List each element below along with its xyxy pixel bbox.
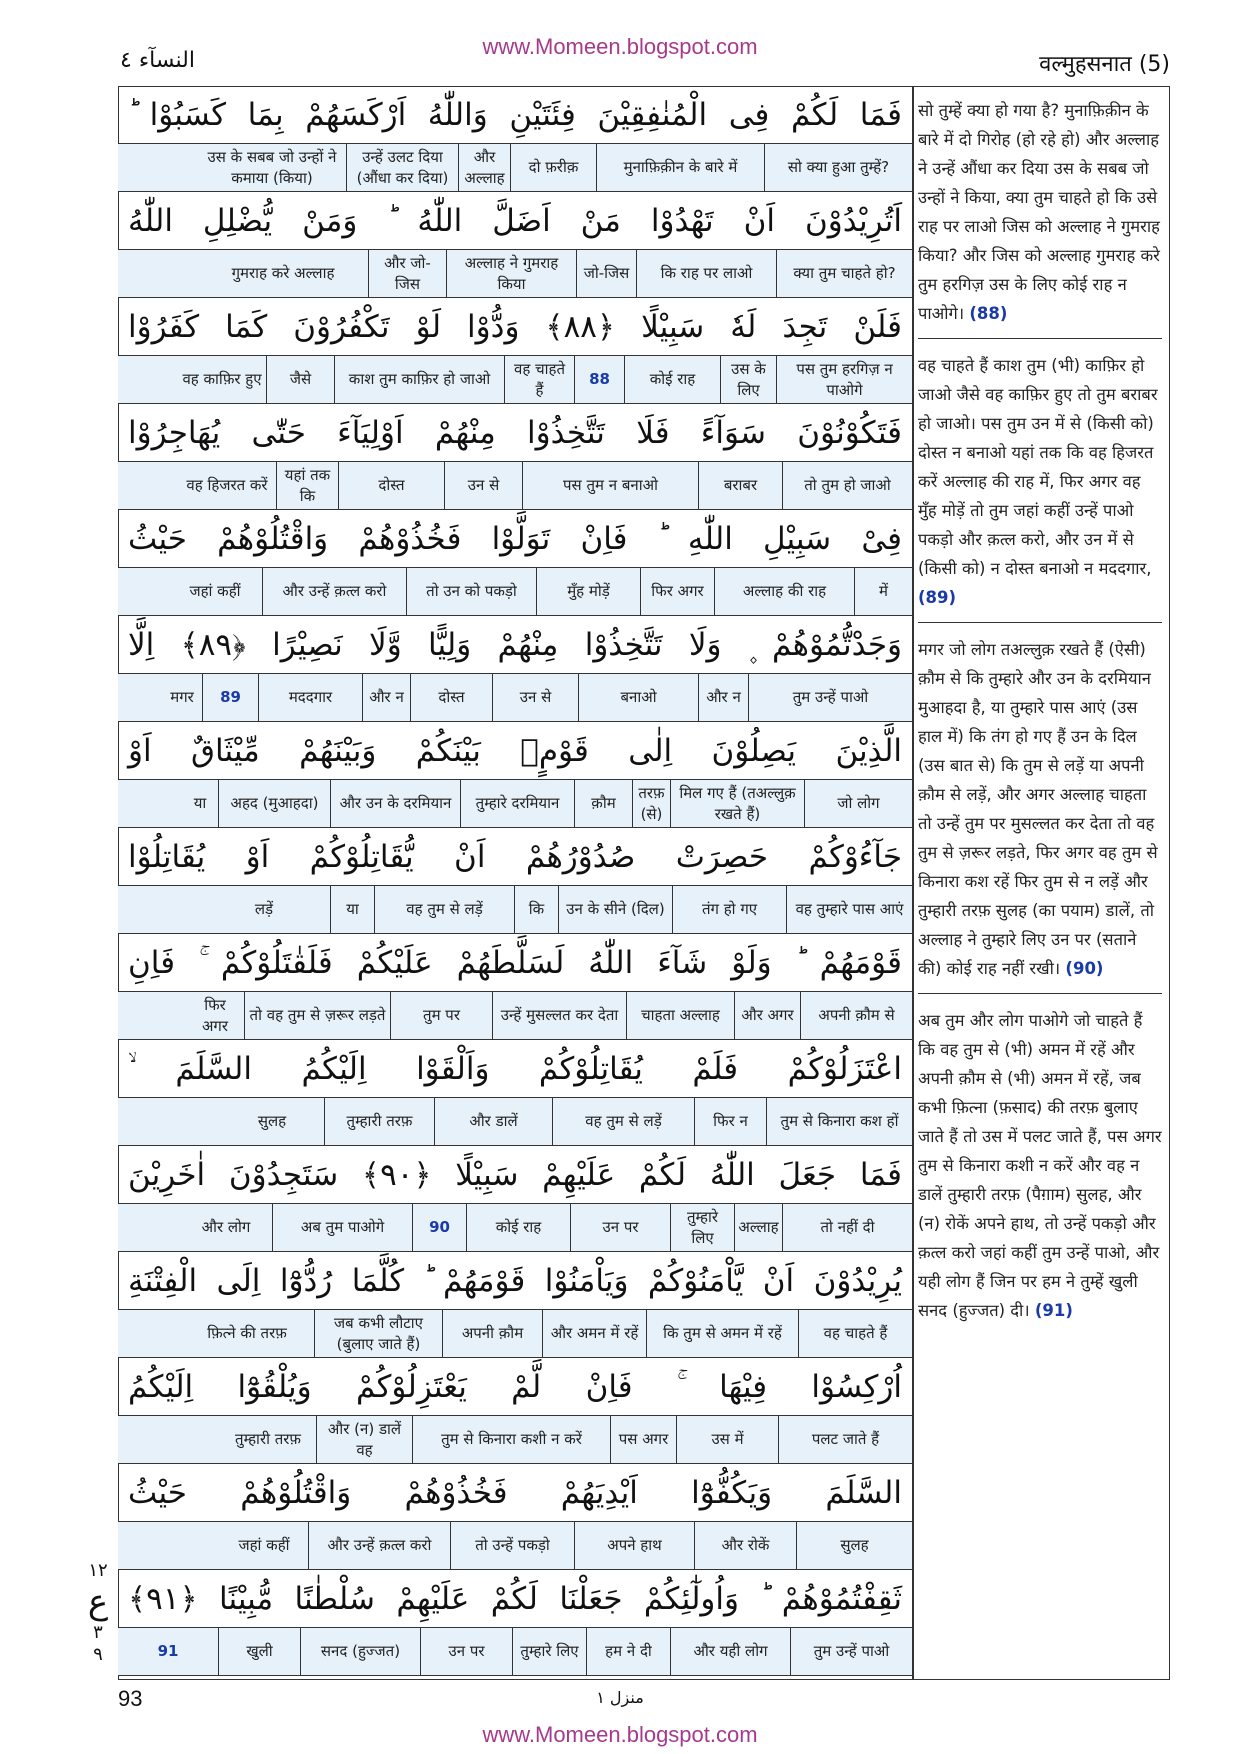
word-meaning-cell: और उन्हें क़त्ल करो — [262, 568, 406, 615]
word-meaning-cell: तुम्हारे दरमियान — [460, 780, 574, 827]
word-meaning-cell: फ़ित्ने की तरफ़ — [207, 1324, 287, 1343]
word-meaning-cell: फिर अगर — [640, 568, 714, 615]
word-meaning-cell: जैसे — [266, 356, 334, 403]
translation-text: वह चाहते हैं काश तुम (भी) काफ़िर हो जाओ जैसे वह काफ़िर हुए तो तुम बराबर हो जाओ। पस तुम उन में से (किसी को) दोस्त न बनाओ यहां तक कि वह हिजरत करें अल्लाह की राह में, फिर अगर वह मुँह मोड़ें तो तुम जहां कहीं उन्हें पाओ पकड़ो और क़त्ल करो, और उन में से (किसी को) न दोस्त बनाओ न मददगार, — [918, 356, 1158, 578]
surah-name: النسآء ٤ — [120, 48, 195, 73]
verse-block — [118, 1040, 912, 1146]
word-meaning-cell: पस अगर — [610, 1416, 676, 1463]
word-meaning-cell: और अमन में रहें — [542, 1310, 646, 1357]
translation-paragraph — [918, 635, 1162, 994]
word-translation-row — [118, 568, 912, 616]
word-meaning-cell: बनाओ — [578, 674, 698, 721]
page-number: 93 — [118, 1686, 143, 1711]
word-translation-row — [118, 1522, 912, 1570]
word-meaning-cell: पस तुम न बनाओ — [522, 462, 698, 509]
word-meaning-cell: अपनी क़ौम — [442, 1310, 542, 1357]
word-meaning-cell: कोई राह — [466, 1204, 570, 1251]
word-meaning-cell: उस में — [676, 1416, 778, 1463]
word-meaning-cell: चाहता अल्लाह — [626, 992, 734, 1039]
word-meaning-cell: काश तुम काफ़िर हो जाओ — [334, 356, 504, 403]
arabic-line: فِىْ سَبِيْلِ اللّٰهِ ؕ فَاِنْ تَوَلَّوْا فَخُذُوْهُمْ وَاقْتُلُوْهُمْ حَيْثُ — [118, 510, 912, 568]
word-meaning-cell: सनद (हुज्जत) — [300, 1628, 420, 1675]
arabic-line: قَوْمَهُمْ ؕ وَلَوْ شَآءَ اللّٰهُ لَسَلَّطَهُمْ عَلَيْكُمْ فَلَقٰتَلُوْكُمْ ۚ فَاِنِ — [118, 934, 912, 992]
word-meaning-cell: पलट जाते हैं — [778, 1416, 912, 1463]
word-meaning-cell: और (न) डालें वह — [316, 1416, 412, 1463]
arabic-line: فَمَا جَعَلَ اللّٰهُ لَكُمْ عَلَيْهِمْ سَبِيْلًا ﴿٩٠﴾ سَتَجِدُوْنَ اٰخَرِيْنَ — [118, 1146, 912, 1204]
word-translation-row — [118, 144, 912, 192]
word-meaning-cell: दोस्त — [410, 674, 492, 721]
word-translation-row — [118, 1628, 912, 1676]
word-meaning-cell: अल्लाह ने गुमराह किया — [446, 250, 576, 297]
word-meaning-cell: और उन के दरमियान — [330, 780, 460, 827]
word-meaning-cell: उन पर — [570, 1204, 670, 1251]
verse-number: (90) — [1065, 959, 1104, 978]
word-meaning-cell: जहां कहीं — [189, 582, 241, 601]
translation-text: सो तुम्हें क्या हो गया है? मुनाफ़िक़ीन के बारे में दो गिरोह (हो रहे हो) और अल्लाह ने उन्हें औंधा कर दिया उस के सबब जो उन्हों ने किया, क्या तुम चाहते हो कि उसे राह पर लाओ जिस को अल्लाह ने गुमराह किया? और जिस को अल्लाह गुमराह करे तुम हरगिज़ उस के लिए कोई राह न पाओगे। — [918, 101, 1160, 323]
word-meaning-cell: दोस्त — [338, 462, 444, 509]
word-meaning-cell: और अगर — [734, 992, 800, 1039]
word-meaning-cell: लड़ें — [254, 900, 274, 919]
word-meaning-cell: और डालें — [434, 1098, 552, 1145]
word-meaning-cell: तुम से किनारा कशी न करें — [412, 1416, 610, 1463]
arabic-line: اَتُرِيْدُوْنَ اَنْ تَهْدُوْا مَنْ اَضَلَّ اللّٰهُ ؕ وَمَنْ يُّضْلِلِ اللّٰهُ — [118, 192, 912, 250]
word-meaning-cell: उन्हें मुसल्लत कर देता — [492, 992, 626, 1039]
verse-number-cell: 89 — [202, 674, 258, 721]
manzil-label: منزل ١ — [596, 1688, 644, 1707]
verse-block — [118, 828, 912, 934]
translation-text: अब तुम और लोग पाओगे जो चाहते हैं कि वह तुम से (भी) अमन में रहें और अपनी क़ौम से (भी) अमन में रहें, जब कभी फ़ित्ना (फ़साद) की तरफ़ बुलाए जाते हैं तो उस में पलट जाते हैं, पस अगर तुम से किनारा कशी न करें और वह न डालें तुम्हारी तरफ़ (पैग़ाम) सुलह, और (न) रोकें अपने हाथ, तो उन्हें पकड़ो और क़त्ल करो जहां कहीं तुम उन्हें पाओ, और यही लोग हैं जिन पर हम ने तुम्हें खुली सनद (हुज्जत) दी। — [918, 1011, 1162, 1320]
word-translation-row — [118, 1204, 912, 1252]
word-meaning-cell: जो लोग — [804, 780, 912, 827]
word-meaning-cell: उन के सीने (दिल) — [558, 886, 672, 933]
verse-number-cell: 90 — [412, 1204, 466, 1251]
word-meaning-cell: तंग हो गए — [672, 886, 786, 933]
word-meaning-cell: तुम पर — [390, 992, 492, 1039]
word-meaning-cell: तो नहीं दी — [782, 1204, 912, 1251]
verse-block — [118, 934, 912, 1040]
word-meaning-cell: मुनाफ़िक़ीन के बारे में — [596, 144, 764, 191]
word-meaning-cell: क्या तुम चाहते हो? — [776, 250, 912, 297]
word-meaning-cell: मुँह मोड़ें — [536, 568, 640, 615]
rukoo-mark — [78, 1560, 118, 1666]
verse-block — [118, 404, 912, 510]
word-meaning-cell: वह तुम से लड़ें — [552, 1098, 694, 1145]
word-meaning-cell: दो फ़रीक़ — [510, 144, 596, 191]
word-translation-row — [118, 1098, 912, 1146]
translation-column — [918, 96, 1162, 1347]
verse-block — [118, 510, 912, 616]
word-meaning-cell: तुम उन्हें पाओ — [748, 674, 912, 721]
word-meaning-cell: अब तुम पाओगे — [272, 1204, 412, 1251]
arabic-line: فَلَنْ تَجِدَ لَهٗ سَبِيْلًا ﴿٨٨﴾ وَدُّوْا لَوْ تَكْفُرُوْنَ كَمَا كَفَرُوْا — [118, 298, 912, 356]
word-meaning-cell: सुलह — [796, 1522, 912, 1569]
arabic-line: وَجَدْتُّمُوْهُمْ ۪ وَلَا تَتَّخِذُوْا مِنْهُمْ وَلِيًّا وَّلَا نَصِيْرًا ﴿٨٩﴾ اِلَّا — [118, 616, 912, 674]
word-meaning-cell: अल्लाह — [734, 1204, 782, 1251]
word-meaning-cell: वह काफ़िर हुए — [182, 370, 262, 389]
word-meaning-cell: अल्लाह की राह — [714, 568, 854, 615]
word-meaning-cell: और रोकें — [694, 1522, 796, 1569]
site-url-top[interactable]: www.Momeen.blogspot.com — [482, 34, 758, 59]
word-meaning-cell: कि तुम से अमन में रहें — [646, 1310, 798, 1357]
word-meaning-cell: हम ने दी — [586, 1628, 670, 1675]
verse-number: (89) — [918, 588, 957, 607]
arabic-line: الَّذِيْنَ يَصِلُوْنَ اِلٰى قَوْمٍۭ بَيْنَكُمْ وَبَيْنَهُمْ مِّيْثَاقٌ اَوْ — [118, 722, 912, 780]
word-meaning-cell: तुम उन्हें पाओ — [790, 1628, 912, 1675]
translation-paragraph — [918, 351, 1162, 623]
word-meaning-cell: मिल गए हैं (तअल्लुक़ रखते हैं) — [670, 780, 804, 827]
word-meaning-cell: तुम से किनारा कश हों — [766, 1098, 912, 1145]
word-meaning-cell: अपने हाथ — [574, 1522, 694, 1569]
word-meaning-cell: और न — [698, 674, 748, 721]
site-url-bottom[interactable]: www.Momeen.blogspot.com — [482, 1722, 758, 1747]
rukoo-count: ١٢ — [88, 1560, 108, 1581]
word-meaning-cell: तो उन को पकड़ो — [406, 568, 536, 615]
word-meaning-cell: तुम्हारी तरफ़ — [324, 1098, 434, 1145]
word-meaning-cell: और उन्हें क़त्ल करो — [308, 1522, 450, 1569]
verse-number: (91) — [1034, 1301, 1073, 1320]
word-meaning-cell: बराबर — [698, 462, 782, 509]
word-meaning-cell: तो उन्हें पकड़ो — [450, 1522, 574, 1569]
word-meaning-cell: तरफ़ (से) — [632, 780, 670, 827]
word-translation-row — [118, 780, 912, 828]
verse-number: (88) — [969, 304, 1008, 323]
word-meaning-cell: मददगार — [258, 674, 362, 721]
word-meaning-cell: सो क्या हुआ तुम्हें? — [764, 144, 912, 191]
word-meaning-cell: तो वह तुम से ज़रूर लड़ते — [244, 992, 390, 1039]
word-meaning-cell: या — [193, 794, 207, 813]
verse-block — [118, 616, 912, 722]
verse-block — [118, 1358, 912, 1464]
arabic-line: ثَقِفْتُمُوْهُمْ ؕ وَاُولٰٓئِكُمْ جَعَلْنَا لَكُمْ عَلَيْهِمْ سُلْطٰنًا مُّبِيْنًا ﴿٩١﴾ — [118, 1570, 912, 1628]
arabic-line: فَتَكُوْنُوْنَ سَوَآءً فَلَا تَتَّخِذُوْا مِنْهُمْ اَوْلِيَآءَ حَتّٰى يُهَاجِرُوْا — [118, 404, 912, 462]
verse-block — [118, 298, 912, 404]
verse-block — [118, 722, 912, 828]
word-meaning-cell: उस के सबब जो उन्हों ने कमाया (किया) — [207, 148, 337, 187]
verse-number-cell: 88 — [574, 356, 624, 403]
word-meaning-cell: या — [330, 886, 374, 933]
translation-paragraph — [918, 1006, 1162, 1335]
word-meaning-cell: पस तुम हरगिज़ न पाओगे — [776, 356, 912, 403]
arabic-line: جَآءُوْكُمْ حَصِرَتْ صُدُوْرُهُمْ اَنْ يُّقَاتِلُوْكُمْ اَوْ يُقَاتِلُوْا — [118, 828, 912, 886]
word-meaning-cell: तुम्हारे लिए — [670, 1204, 734, 1251]
word-meaning-cell: उन से — [492, 674, 578, 721]
word-meaning-cell: और लोग — [201, 1218, 251, 1237]
translation-text: मगर जो लोग तअल्लुक़ रखते हैं (ऐसी) क़ौम से कि तुम्हारे और उन के दरमियान मुआहदा है, या तुम्हारे पास आएं (उस हाल में) कि तंग हो गए हैं उन के दिल (उस बात से) कि तुम से लड़ें या अपनी क़ौम से लड़ें, और अगर अल्लाह चाहता तो उन्हें तुम पर मुसल्लत कर देता तो वह तुम से ज़रूर लड़ते, फिर अगर वह तुम से किनारा कश रहें फिर तुम से न लड़ें और तुम्हारी तरफ़ सुलह (का पयाम) डालें, तो अल्लाह ने तुम्हारे लिए उन पर (सताने की) कोई राह नहीं रखी। — [918, 640, 1158, 978]
word-meaning-cell: खुली — [218, 1628, 300, 1675]
word-meaning-cell: कि — [514, 886, 558, 933]
word-meaning-cell: सुलह — [257, 1112, 287, 1131]
arabic-line: يُرِيْدُوْنَ اَنْ يَّاْمَنُوْكُمْ وَيَاْمَنُوْا قَوْمَهُمْ ؕ كُلَّمَا رُدُّوْٓا اِلَى الْفِتْنَةِ — [118, 1252, 912, 1310]
word-meaning-cell: वह तुम्हारे पास आएं — [786, 886, 912, 933]
verse-block — [118, 1146, 912, 1252]
word-translation-row — [118, 356, 912, 404]
word-meaning-cell: कोई राह — [624, 356, 720, 403]
verse-block — [118, 86, 912, 192]
word-meaning-cell: और न — [362, 674, 410, 721]
word-translation-row — [118, 462, 912, 510]
verse-block — [118, 1570, 912, 1676]
word-translation-row — [118, 886, 912, 934]
translation-paragraph — [918, 96, 1162, 339]
arabic-line: السَّلَمَ وَيَكُفُّوْٓا اَيْدِيَهُمْ فَخُذُوْهُمْ وَاقْتُلُوْهُمْ حَيْثُ — [118, 1464, 912, 1522]
word-meaning-cell: वह चाहते हैं — [504, 356, 574, 403]
word-meaning-cell: अपनी क़ौम से — [800, 992, 912, 1039]
word-meaning-cell: उन पर — [420, 1628, 512, 1675]
verse-block — [118, 192, 912, 298]
word-meaning-cell: तो तुम हो जाओ — [782, 462, 912, 509]
word-meaning-cell: वह तुम से लड़ें — [374, 886, 514, 933]
word-meaning-cell: उस के लिए — [720, 356, 776, 403]
word-meaning-cell: वह हिजरत करें — [186, 476, 268, 495]
word-meaning-cell: और अल्लाह — [458, 144, 510, 191]
word-meaning-cell: जहां कहीं — [238, 1536, 290, 1555]
word-meaning-cell: फिर अगर — [201, 996, 229, 1035]
word-meaning-cell: और यही लोग — [670, 1628, 790, 1675]
word-meaning-cell: जब कभी लौटाए (बुलाए जाते हैं) — [314, 1310, 442, 1357]
word-translation-row — [118, 674, 912, 722]
word-meaning-cell: में — [854, 568, 912, 615]
arabic-line: فَمَا لَكُمْ فِى الْمُنٰفِقِيْنَ فِئَتَيْنِ وَاللّٰهُ اَرْكَسَهُمْ بِمَا كَسَبُوْا ؕ — [118, 86, 912, 144]
rukoo-bottom: ٩ — [93, 1643, 103, 1665]
word-meaning-cell: उन से — [444, 462, 522, 509]
word-translation-row — [118, 992, 912, 1040]
word-translation-row — [118, 1416, 912, 1464]
word-meaning-cell: क़ौम — [574, 780, 632, 827]
arabic-line: اعْتَزَلُوْكُمْ فَلَمْ يُقَاتِلُوْكُمْ وَاَلْقَوْا اِلَيْكُمُ السَّلَمَ ۙ — [118, 1040, 912, 1098]
word-meaning-cell: मगर — [170, 688, 194, 707]
word-meaning-cell: अहद (मुआहदा) — [218, 780, 330, 827]
word-translation-row — [118, 1310, 912, 1358]
word-meaning-cell: कि राह पर लाओ — [636, 250, 776, 297]
word-meaning-cell: तुम्हारे लिए — [512, 1628, 586, 1675]
arabic-line: اُرْكِسُوْا فِيْهَا ۚ فَاِنْ لَّمْ يَعْتَزِلُوْكُمْ وَيُلْقُوْٓا اِلَيْكُمُ — [118, 1358, 912, 1416]
word-translation-row — [118, 250, 912, 298]
rukoo-symbol: ع — [87, 1581, 109, 1622]
verse-block — [118, 1464, 912, 1570]
column-divider — [912, 86, 914, 1680]
word-meaning-cell: वह चाहते हैं — [798, 1310, 912, 1357]
verse-number-cell: 91 — [157, 1642, 179, 1661]
word-meaning-cell: यहां तक कि — [276, 462, 338, 509]
word-meaning-cell: जो-जिस — [576, 250, 636, 297]
parah-name: वल्मुहसनात (5) — [1039, 52, 1170, 77]
arabic-word-by-word-column — [118, 86, 912, 1676]
word-meaning-cell: तुम्हारी तरफ़ — [235, 1430, 301, 1449]
rukoo-sub: ٣ — [93, 1622, 103, 1644]
word-meaning-cell: और जो-जिस — [368, 250, 446, 297]
word-meaning-cell: गुमराह करे अल्लाह — [231, 264, 335, 283]
verse-block — [118, 1252, 912, 1358]
word-meaning-cell: उन्हें उलट दिया (औंधा कर दिया) — [346, 144, 458, 191]
word-meaning-cell: फिर न — [694, 1098, 766, 1145]
